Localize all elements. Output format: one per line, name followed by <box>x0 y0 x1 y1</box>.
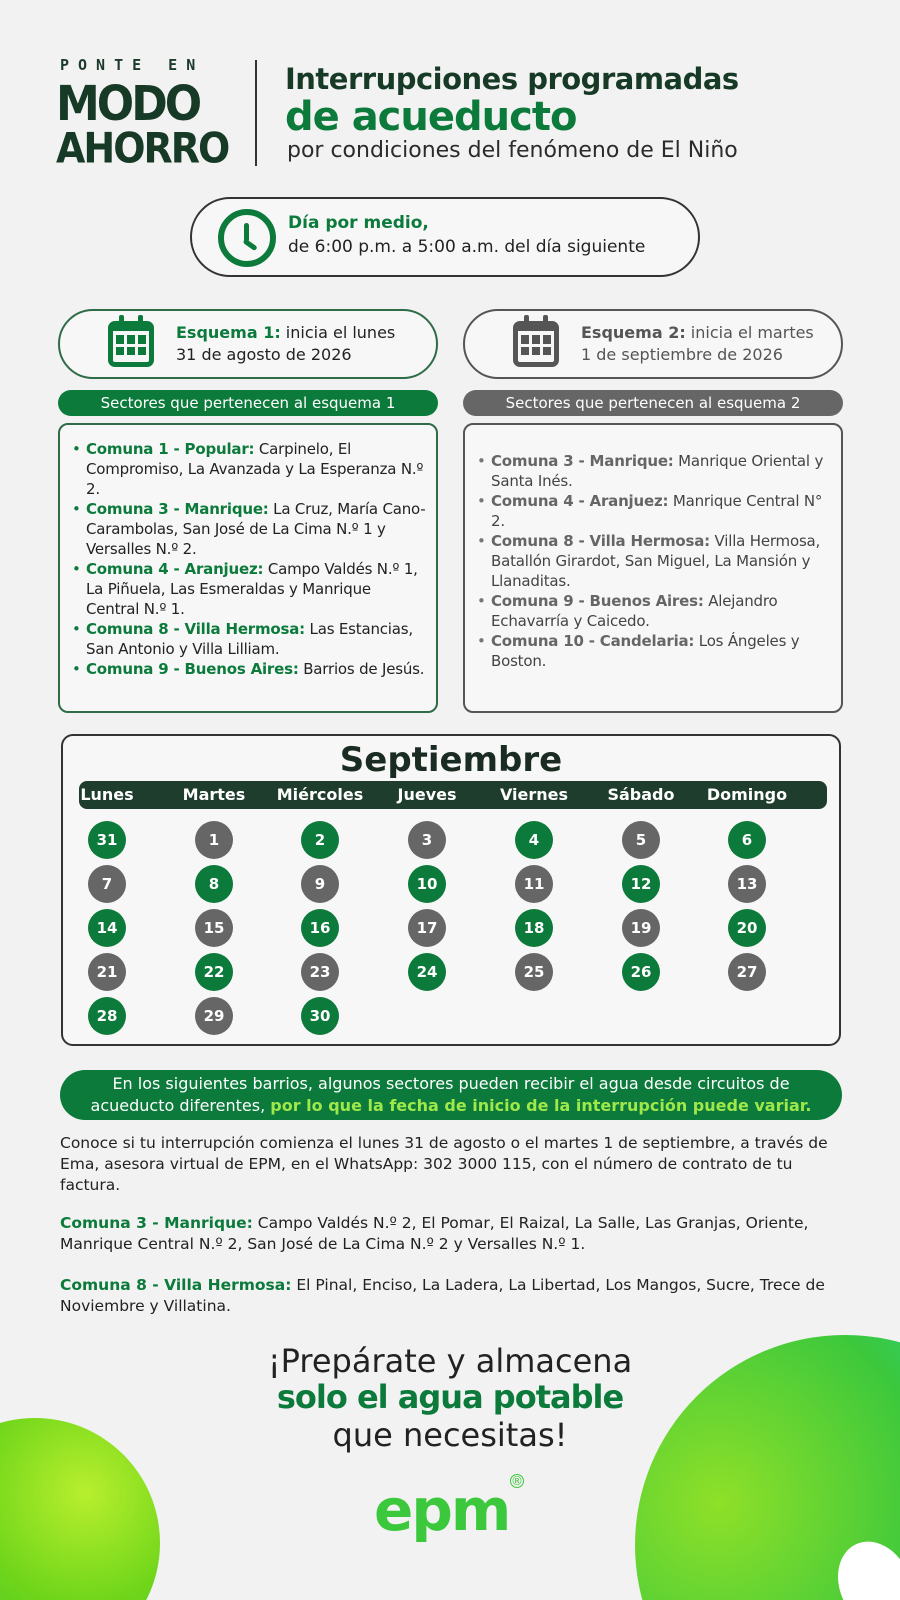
page-title-highlight: de acueducto <box>285 94 577 140</box>
esquema-1-label: Esquema 1: <box>176 323 281 342</box>
sector-item <box>70 619 426 659</box>
weekday-label: Sábado <box>607 785 675 804</box>
calendar-weekdays <box>79 781 827 809</box>
calendar-day: 22 <box>195 953 233 991</box>
notice-line2: acueducto diferentes, <box>90 1096 271 1115</box>
esquema-1-text <box>176 322 395 366</box>
calendar-day: 21 <box>88 953 126 991</box>
sector-comuna: Comuna 4 - Aranjuez: <box>491 492 669 510</box>
sector-barrios: Los Ángeles y Boston. <box>491 632 800 670</box>
page-subtitle: por condiciones del fenómeno de El Niño <box>287 138 738 163</box>
calendar-day: 1 <box>195 821 233 859</box>
sector-comuna: Comuna 9 - Buenos Aires: <box>86 660 299 678</box>
weekday-label: Martes <box>182 785 246 804</box>
sector-item <box>475 631 831 671</box>
schedule-hours: de 6:00 p.m. a 5:00 a.m. del día siguiente <box>288 237 646 257</box>
closing-line3: que necesitas! <box>332 1416 568 1454</box>
calendar-day: 26 <box>622 953 660 991</box>
sector-comuna: Comuna 9 - Buenos Aires: <box>491 592 704 610</box>
calendar-month: Septiembre <box>339 740 563 780</box>
sector-comuna: Comuna 10 - Candelaria: <box>491 632 695 650</box>
calendar-day: 19 <box>622 909 660 947</box>
calendar <box>61 734 841 1046</box>
calendar-day: 30 <box>301 997 339 1035</box>
calendar-day: 27 <box>728 953 766 991</box>
calendar-day: 25 <box>515 953 553 991</box>
sector-item <box>70 659 426 679</box>
sector-comuna: Comuna 3 - Manrique: <box>491 452 674 470</box>
brand-tagline: PONTE EN <box>60 56 205 74</box>
info-paragraph: Conoce si tu interrupción comienza el lunes 31 de agosto o el martes 1 de septiembre, a través de Ema, asesora virtual de EPM, en el WhatsApp: 302 3000 115, con el número de contrato de tu factura. <box>60 1134 828 1194</box>
esquema-2-start: inicia el martes <box>685 323 814 342</box>
weekday-label: Miércoles <box>276 785 364 804</box>
esquema-2-pill <box>463 309 843 379</box>
calendar-day: 9 <box>301 865 339 903</box>
sectors-esquema-1-list <box>60 425 436 679</box>
sectors-esquema-1-heading: Sectores que pertenecen al esquema 1 <box>58 390 438 416</box>
page-title: Interrupciones programadas <box>285 62 739 96</box>
brand-modo: MODO <box>56 76 200 133</box>
sector-barrios: Las Estancias, San Antonio y Villa Lilliam. <box>86 620 413 658</box>
calendar-day: 11 <box>515 865 553 903</box>
sector-comuna: Comuna 4 - Aranjuez: <box>86 560 264 578</box>
sector-barrios: Manrique Central N° 2. <box>491 492 823 530</box>
registered-mark: ® <box>511 1474 523 1488</box>
calendar-day: 6 <box>728 821 766 859</box>
calendar-day: 14 <box>88 909 126 947</box>
sector-barrios: Villa Hermosa, Batallón Girardot, San Miguel, La Mansión y Llanaditas. <box>491 532 821 590</box>
sector-comuna: Comuna 8 - Villa Hermosa: <box>491 532 710 550</box>
calendar-day: 23 <box>301 953 339 991</box>
sector-item <box>475 591 831 631</box>
calendar-day: 13 <box>728 865 766 903</box>
calendar-day: 20 <box>728 909 766 947</box>
sector-item <box>475 531 831 591</box>
closing-line1: ¡Prepárate y almacena <box>267 1342 633 1380</box>
calendar-day: 8 <box>195 865 233 903</box>
header-divider <box>255 60 257 166</box>
sector-barrios: Alejandro Echavarría y Caicedo. <box>491 592 778 630</box>
calendar-day: 28 <box>88 997 126 1035</box>
sector-comuna: Comuna 1 - Popular: <box>86 440 255 458</box>
calendar-day: 12 <box>622 865 660 903</box>
sectors-esquema-2-list <box>465 425 841 671</box>
esquema-2-text <box>581 322 814 366</box>
sector-barrios: La Cruz, María Cano-Carambolas, San José de La Cima N.º 1 y Versalles N.º 2. <box>86 500 426 558</box>
info-comuna-3 <box>60 1213 850 1255</box>
sector-barrios: Carpinelo, El Compromiso, La Avanzada y La Esperanza N.º 2. <box>86 440 424 498</box>
esquema-2-date: 1 de septiembre de 2026 <box>581 345 783 364</box>
calendar-day: 29 <box>195 997 233 1035</box>
calendar-day: 15 <box>195 909 233 947</box>
sectors-esquema-2-box <box>463 423 843 713</box>
sector-barrios: Manrique Oriental y Santa Inés. <box>491 452 824 490</box>
schedule-frequency: Día por medio, <box>288 213 429 233</box>
clock-icon <box>218 209 276 267</box>
sector-comuna: Comuna 3 - Manrique: <box>86 500 269 518</box>
calendar-day: 31 <box>88 821 126 859</box>
sector-item <box>70 439 426 499</box>
calendar-icon <box>513 321 559 367</box>
sector-barrios: Campo Valdés N.º 1, La Piñuela, Las Esmeraldas y Manrique Central N.º 1. <box>86 560 418 618</box>
info-comuna-8-text: El Pinal, Enciso, La Ladera, La Libertad, Los Mangos, Sucre, Trece de Noviembre y Villatina. <box>60 1276 825 1315</box>
sector-barrios: Barrios de Jesús. <box>298 660 425 678</box>
calendar-day: 7 <box>88 865 126 903</box>
epm-logo: epm <box>374 1476 510 1544</box>
weekday-label: Domingo <box>706 785 788 804</box>
info-comuna-3-text: Campo Valdés N.º 2, El Pomar, El Raizal, La Salle, Las Granjas, Oriente, Manrique Central N.º 2, San José de La Cima N.º 2 y Versalles N.º 1. <box>60 1214 809 1253</box>
info-comuna-3-label: Comuna 3 - Manrique: <box>60 1214 253 1232</box>
weekday-label: Viernes <box>499 785 569 804</box>
calendar-day: 10 <box>408 865 446 903</box>
calendar-day: 17 <box>408 909 446 947</box>
calendar-day: 5 <box>622 821 660 859</box>
calendar-day: 2 <box>301 821 339 859</box>
sectors-esquema-1-box <box>58 423 438 713</box>
esquema-1-start: inicia el lunes <box>280 323 396 342</box>
esquema-1-pill <box>58 309 438 379</box>
info-comuna-8 <box>60 1275 850 1317</box>
notice-line1: En los siguientes barrios, algunos sectores pueden recibir el agua desde circuitos de <box>112 1074 790 1093</box>
weekday-label: Jueves <box>397 785 457 804</box>
calendar-day: 4 <box>515 821 553 859</box>
closing-line2: solo el agua potable <box>276 1378 624 1416</box>
variation-notice <box>60 1070 842 1120</box>
esquema-2-label: Esquema 2: <box>581 323 686 342</box>
esquema-1-date: 31 de agosto de 2026 <box>176 345 352 364</box>
sectors-esquema-2-heading: Sectores que pertenecen al esquema 2 <box>463 390 843 416</box>
calendar-day: 18 <box>515 909 553 947</box>
calendar-day: 24 <box>408 953 446 991</box>
sector-item <box>475 451 831 491</box>
calendar-day: 3 <box>408 821 446 859</box>
schedule-pill <box>190 197 700 277</box>
notice-highlight: por lo que la fecha de inicio de la interrupción puede variar. <box>270 1096 812 1115</box>
sector-item <box>70 499 426 559</box>
sector-item <box>70 559 426 619</box>
sector-comuna: Comuna 8 - Villa Hermosa: <box>86 620 305 638</box>
brand-ahorro: AHORRO <box>56 124 229 173</box>
calendar-day: 16 <box>301 909 339 947</box>
info-comuna-8-label: Comuna 8 - Villa Hermosa: <box>60 1276 292 1294</box>
sector-item <box>475 491 831 531</box>
calendar-icon <box>108 321 154 367</box>
weekday-label: Lunes <box>80 785 134 804</box>
